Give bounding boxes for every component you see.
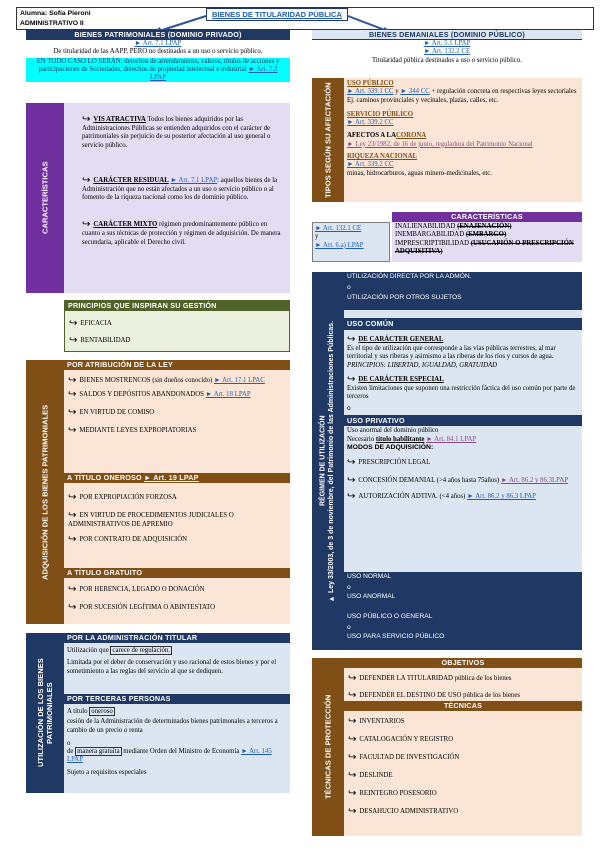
demaniales-ref2[interactable]: ► Art. 132.2 CE	[423, 48, 471, 56]
patrimoniales-highlight: EN TODO CASO LO SERÁN: derechos de arrendamiento, valores, títulos de acciones y participaciones de Sociedades, derechos de propiedad intelectual e industrial ► Art. 7.2 LPAP	[26, 58, 290, 83]
tecnica-item: ↪ CATALOGACIÓN Y REGISTRO	[348, 734, 454, 745]
uso-anormal: USO ANORMAL	[347, 593, 396, 601]
tipos-label: TIPOS SEGÚN SU AFECTACIÓN	[312, 78, 344, 202]
terceros-header: POR TERCERAS PERSONAS	[64, 694, 290, 704]
privativo-habilitante: Necesario título habilitante ► Art. 84.1 LPAP	[347, 435, 477, 443]
gratuito-item: ↪ POR SUCESIÓN LEGÍTIMA O ABINTESTATO	[68, 602, 216, 613]
oneroso-item: ↪ POR CONTRATO DE ADQUISICIÓN	[68, 534, 188, 546]
regimen-section: RÉGIMEN DE UTILIZACIÓN ► Ley 33/2003, de 3 de noviembre, del Patrimonio de las Administraciones Públicas. UTILIZACIÓN DIRECTA POR LA ADMÓN. o UTILIZACIÓN POR OTROS SUJETOS USO COMÚN ↪ DE CARÁCTER GENERAL Es el tipo de utilización que corresponde a las vías públicas terrestres, al mar territorial y sus riberas y asimismo a las riberas de los ríos y cursos de agua. PRINCIPIOS: LIBERTAD, IGUALDAD, GRATUIDAD ↪ DE CARÁCTER ESPECIAL Existen limitaciones que suponen una restricción fáctica del uso común por parte de terceros o USO PRIVATIVO Uso anormal del dominio público Necesario título habilitante ► Art. 84.1 LPAP MODOS DE ADQUISICIÓN: ↪ PRESCRIPCIÓN LEGAL ↪ CONCESIÓN DEMANIAL (>4 años hasta 75años) ► Art. 86.2 y 86.3LPAP ↪ AUTORIZACIÓN ADTIVA. (<4 años) ► Art. 86.2 y 86.3 LPAP USO NORMAL o USO ANORMAL USO PÚBLICO O GENERAL o USO PARA SERVICIO PÚBLICO	[312, 272, 582, 650]
modo-ref[interactable]: ► Art. 86.2 y 86.3 LPAP	[467, 493, 536, 501]
corona-ref[interactable]: ► Ley 23/1982, de 16 de junio, reguladora del Patrimonio Nacional	[347, 140, 533, 148]
terceros-line: A título oneroso	[67, 708, 113, 715]
patrimoniales-text: De titularidad de las AAPP, PERO no destinados a un uso o servicio público.	[53, 48, 263, 56]
tecnica-item: ↪ FACULTAD DE INVESTIGACIÓN	[348, 752, 460, 763]
admin-line: Utilización que carece de regulación.	[67, 647, 170, 654]
uso-publico-block: USO PÚBLICO ► Art. 339.1 CC y ► 344 CC + regulación concreta en respectivas leyes sectoriales Ej. caminos provinciales y vecinales, plazas, calles, etc.	[347, 80, 577, 104]
terceros-ref[interactable]: ► Art. 145 LPAP	[67, 748, 272, 764]
tecnica-item: ↪ DESAHUCIO ADMINISTRATIVO	[348, 806, 459, 817]
serv-ref[interactable]: ► Art. 339.2 CC	[347, 119, 394, 127]
ley-item: ↪ MEDIANTE LEYES EXPROPIATORIAS	[68, 425, 197, 436]
riqueza-block: RIQUEZA NACIONAL ► Art. 339.2 CC minas, hidrocarburos, aguas minero-medicinales, etc.	[347, 152, 492, 177]
gratuito-header: A TÍTULO GRATUITO	[64, 568, 290, 578]
residual-block: ↪ CARÁCTER RESIDUAL ► Art. 7.1 LPAP: aquellos bienes de la Administración que no están afectados a un uso o servicio público o al fomento de la riqueza nacional como los de dominio público.	[82, 174, 278, 202]
demaniales-section	[312, 30, 582, 70]
mixto-block: ↪ CARÁCTER MIXTO régimen predominantemente público en cuanto a sus técnicas de protección y régimen de adquisición. De manera secundaria, aplicable el Derecho civil.	[82, 219, 281, 246]
admin-header: POR LA ADMINISTRACIÓN TITULAR	[64, 633, 290, 643]
ley-item-ref[interactable]: ► Art. 18 LPAP	[205, 391, 251, 398]
objetivo-item: ↪ DEFENDER LA TITULARIDAD pública de los bienes	[348, 673, 512, 684]
tipos-section	[312, 78, 582, 202]
proteccion-label: TÉCNICAS DE PROTECCIÓN	[312, 658, 344, 836]
principio-item: ↪ RENTABILIDAD	[69, 335, 131, 346]
caract-row: INALIENABILIDAD (ENAJENACIÓN)	[395, 223, 512, 230]
modo-item: ↪ CONCESIÓN DEMANIAL (>4 años hasta 75años) ► Art. 86.2 y 86.3LPAP	[347, 475, 569, 487]
modos-title: MODOS DE ADQUISICIÓN:	[347, 444, 434, 451]
demaniales-header: BIENES DEMANIALES (DOMINIO PÚBLICO)	[312, 30, 582, 40]
caracteristicas-section	[26, 103, 290, 293]
course-name: ADMINISTRATIVO II	[20, 20, 84, 27]
general-title: ↪ DE CARÁCTER GENERAL	[347, 334, 444, 345]
uso-ref2[interactable]: ► 344 CC	[400, 88, 430, 96]
residual-ref[interactable]: ► Art. 7.1 LPAP	[170, 176, 218, 184]
oneroso-item: ↪ EN VIRTUD DE PROCEDIMIENTOS JUDICIALES O ADMINISTRATIVOS DE APREMIO	[68, 510, 234, 528]
tecnica-item: ↪ DESLINDE	[348, 770, 393, 781]
vis-block: ↪ VIS ATRACTIVA Todos los bienes adquiridos por las Administraciones Públicas se entienden adquiridos con el carácter de patrimoniales sin perjuicio de su posterior afectación al uso general o servicio público.	[82, 114, 271, 149]
demaniales-text: Titularidad pública destinados a uso o servicio público.	[371, 56, 522, 64]
ley-item: ↪ EN VIRTUD DE COMISO	[68, 407, 155, 418]
tecnicas-header: TÉCNICAS	[344, 701, 582, 711]
caracteristicas-label: CARACTERÍSTICAS	[26, 103, 64, 293]
oneroso-header: A TÍTULO ONEROSO ► Art. 19 LPAP	[64, 473, 290, 483]
ley-header: POR ATRIBUCIÓN DE LA LEY	[64, 360, 290, 370]
page-title: BIENES DE TITULARIDAD PÚBLICA	[206, 8, 348, 21]
modo-item: ↪ AUTORIZACIÓN ADTIVA. (<4 años) ► Art. 86.2 y 86.3 LPAP	[347, 491, 536, 503]
regimen-label-ref[interactable]: ► Ley 33/2003, de 3 de noviembre, del Patrimonio de las Administraciones Públicas.	[328, 320, 335, 602]
adquisicion-section	[26, 360, 290, 624]
caract-header: CARACTERÍSTICAS	[392, 212, 582, 222]
caract-row: INEMBARGABILIDAD (EMBARGO)	[395, 231, 507, 239]
objetivos-header: OBJETIVOS	[344, 658, 582, 668]
servicio-block: SERVICIO PÚBLICO ► Art. 339.2 CC	[347, 110, 414, 127]
caract-demaniales-section: ► Art. 132.1 CE y ► Art. 6.a) LPAP CARACTERÍSTICAS INALIENABILIDAD (ENAJENACIÓN) INEMBARGABILIDAD (EMBARGO) IMPRESCRIPTIBILIDAD (USUCAPIÓN O PRESCRIPCIÓN ADQUISITIVA)	[312, 212, 582, 262]
caract-ref1[interactable]: ► Art. 132.1 CE	[315, 225, 362, 232]
regimen-top1: UTILIZACIÓN DIRECTA POR LA ADMÓN.	[347, 273, 472, 280]
modo-ref[interactable]: ► Art. 86.2 y 86.3LPAP	[500, 477, 569, 485]
regimen-top2: UTILIZACIÓN POR OTROS SUJETOS	[347, 294, 462, 302]
privativo-ref[interactable]: ► Art. 84.1 LPAP	[426, 435, 477, 443]
gratuito-item: ↪ POR HERENCIA, LEGADO O DONACIÓN	[68, 584, 205, 595]
caract-ref2[interactable]: ► Art. 6.a) LPAP	[315, 241, 364, 249]
utilizacion-section: UTILIZACIÓN DE LOS BIENES PATRIMONIALES POR LA ADMINISTRACIÓN TITULAR Utilización que carece de regulación. Limitada por el deber de conservación y uso racional de estos bienes y por el sometimiento a las reglas del servicio al que se dediquen. POR TERCERAS PERSONAS A título oneroso cesión de la Administración de determinados bienes patrimonales a terceros a cambio de un precio o renta o de manera gratuita mediante Orden del Ministro de Economía ► Art. 145 LPAP Sujeto a requisitos especiales	[26, 633, 290, 793]
uso-normal: USO NORMAL	[347, 573, 392, 580]
uso-ref1[interactable]: ► Art. 339.1 CC	[347, 88, 394, 96]
corona-block: AFECTOS A LACORONA ► Ley 23/1982, de 16 de junio, reguladora del Patrimonio Nacional	[347, 132, 533, 148]
admin-text: Limitada por el deber de conservación y uso racional de estos bienes y por el sometimiento a las reglas del servicio al que se dediquen.	[67, 659, 277, 675]
student-name: Alumna: Sofía Pieroni	[20, 10, 91, 17]
highlight-ref[interactable]: ► Art. 7.2 LPAP	[150, 65, 278, 82]
principio-item: ↪ EFICACIA	[69, 318, 112, 329]
caract-row: IMPRESCRIPTIBILIDAD (USUCAPIÓN O PRESCRIPCIÓN ADQUISITIVA)	[395, 239, 574, 255]
ley-item: ↪ BIENES MOSTRENCOS (sin dueños conocido) ► Art. 17.1 LPAC	[68, 375, 265, 386]
riqueza-ref[interactable]: ► Art. 339.2 CC	[347, 161, 394, 169]
principios-section	[64, 300, 290, 352]
ley-item: ↪ SALDOS Y DEPÓSITOS ABANDONADOS ► Art. 18 LPAP	[68, 389, 251, 400]
regimen-label: RÉGIMEN DE UTILIZACIÓN ► Ley 33/2003, de 3 de noviembre, del Patrimonio de las Administraciones Públicas.	[312, 272, 344, 650]
tecnica-item: ↪ INVENTARIOS	[348, 716, 405, 727]
terceros-gratuita: de manera gratuita mediante Orden del Ministro de Economía ► Art. 145 LPAP	[67, 748, 272, 764]
objetivo-item: ↪ DEFENDER EL DESTINO DE USO pública de los bienes	[348, 690, 520, 701]
oneroso-ref[interactable]: ► Art. 19 LPAP	[144, 473, 199, 482]
utilizacion-label: UTILIZACIÓN DE LOS BIENES PATRIMONIALES	[26, 633, 64, 793]
tecnica-item: ↪ REINTEGRO POSESORIO	[348, 788, 437, 799]
terceros-text: cesión de la Administración de determinados bienes patrimonales a terceros a cambio de un precio o renta	[67, 718, 278, 734]
principios-header: PRINCIPIOS QUE INSPIRAN SU GESTIÓN	[65, 301, 289, 311]
especial-text: Existen limitaciones que suponen una restricción fáctica del uso común por parte de terceros	[347, 384, 576, 401]
general-principles: PRINCIPIOS: LIBERTAD, IGUALDAD, GRATUIDAD	[347, 361, 498, 369]
patrimoniales-ref[interactable]: ► Art. 7.1 LPAP	[134, 40, 182, 47]
oneroso-item: ↪ POR EXPROPIACIÓN FORZOSA	[68, 492, 177, 503]
demaniales-ref1[interactable]: ► Art. 5.1 LPAP	[423, 40, 471, 47]
general-text: Es el tipo de utilización que corresponde a las vías públicas terrestres, al mar territorial y sus riberas y asimismo a las riberas de los ríos y cursos de agua.	[347, 345, 556, 361]
patrimoniales-header: BIENES PATRIMONIALES (DOMINIO PRIVADO)	[26, 30, 290, 40]
adquisicion-label: ADQUISICIÓN DE LOS BIENES PATRIMONIALES	[26, 360, 64, 624]
proteccion-section	[312, 658, 582, 836]
comun-header: USO COMÚN	[344, 318, 582, 330]
ley-item-ref[interactable]: ► Art. 17.1 LPAC	[214, 377, 265, 384]
modo-item: ↪ PRESCRIPCIÓN LEGAL	[347, 457, 431, 469]
especial-title: ↪ DE CARÁCTER ESPECIAL	[347, 373, 444, 385]
uso-servicio-publico: USO PARA SERVICIO PÚBLICO	[347, 633, 445, 641]
privativo-header: USO PRIVATIVO	[344, 415, 582, 426]
uso-publico-general: USO PÚBLICO O GENERAL	[347, 613, 433, 621]
patrimoniales-section	[26, 30, 290, 94]
